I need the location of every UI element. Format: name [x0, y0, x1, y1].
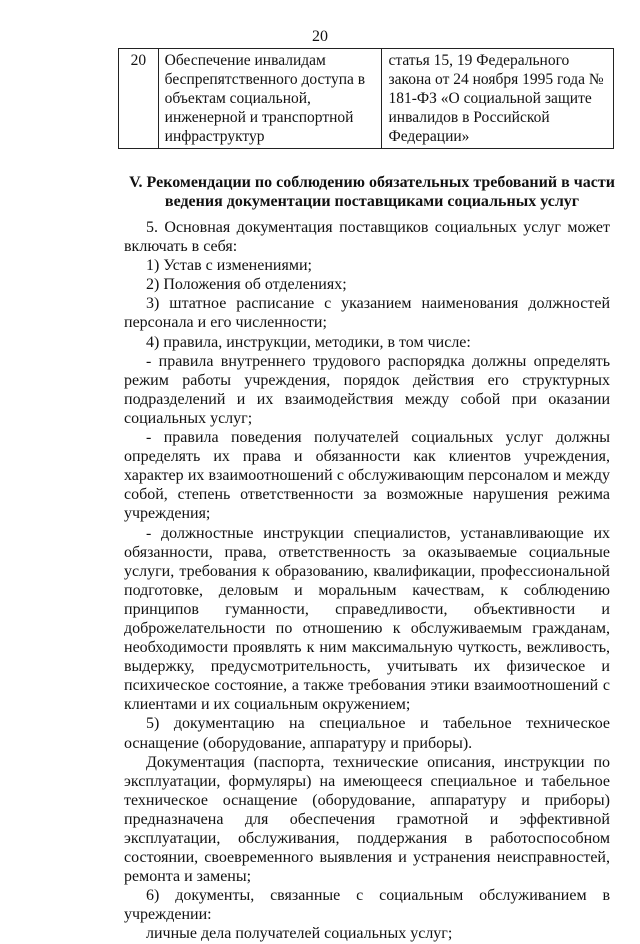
paragraph: 3) штатное расписание с указанием наименования должностей персонала и его численности; [124, 295, 610, 332]
paragraph: - должностные инструкции специалистов, устанавливающие их обязанности, права, ответственность за оказываемые социальные услуги, требования к образованию, квалификации, профессиональной подготовке, деловым и моральным качествам, к соблюдению принципов гуманности, справедливости, объективности и доброжелательности по отношению к обслуживаемым гражданам, необходимости проявлять к ним максимальную чуткость, вежливость, выдержку, предусмотрительность, учитывать их физическое и психическое состояние, а также требования этики взаимоотношений с клиентами и их социальным окружением; [124, 524, 610, 714]
paragraph: - правила внутреннего трудового распорядка должны определять режим работы учреждения, порядок действия его структурных подразделений и их взаимодействия между собой при оказании социальных услуг; [124, 352, 610, 427]
requirement-cell: Обеспечение инвалидам беспрепятственного доступа в объектам социальной, инженерной и транспортной инфраструктур [158, 49, 382, 149]
requirements-table [118, 48, 614, 149]
legal-basis-cell: статья 15, 19 Федерального закона от 24 ноября 1995 года № 181-ФЗ «О социальной защите инвалидов в Российской Федерации» [382, 49, 614, 149]
table-row [119, 49, 614, 149]
paragraph: 5) документацию на специальное и табельное техническое оснащение (оборудование, аппаратуру и приборы). [124, 715, 610, 752]
paragraph: личные дела получателей социальных услуг; [146, 925, 453, 943]
paragraph: 1) Устав с изменениями; [146, 257, 312, 275]
paragraph: 5. Основная документация поставщиков социальных услуг может включать в себя: [124, 219, 610, 256]
paragraph: Документация (паспорта, технические описания, инструкции по эксплуатации, формуляры) на имеющееся специальное и табельное техническое оснащение (оборудование, аппаратуру и приборы) предназначена для обеспечения грамотной и эффективной эксплуатации, обслуживания, поддержания в работоспособном состоянии, своевременного выявления и устранения неисправностей, ремонта и замены; [124, 753, 610, 886]
paragraph: - правила поведения получателей социальных услуг должны определять их права и обязанности как клиентов учреждения, характер их взаимоотношений с обслуживающим персоналом и между собой, степень ответственности за возможные нарушения режима учреждения; [124, 429, 610, 523]
section-title: V. Рекомендации по соблюдению обязательных требований в части ведения документации поставщиками социальных услуг [129, 174, 615, 210]
page-number: 20 [312, 28, 328, 45]
row-number-cell: 20 [119, 49, 159, 149]
paragraph: 6) документы, связанные с социальным обслуживанием в учреждении: [124, 887, 610, 924]
paragraph: 2) Положения об отделениях; [146, 276, 347, 294]
paragraph: 4) правила, инструкции, методики, в том числе: [146, 333, 471, 351]
body-text [124, 218, 610, 944]
